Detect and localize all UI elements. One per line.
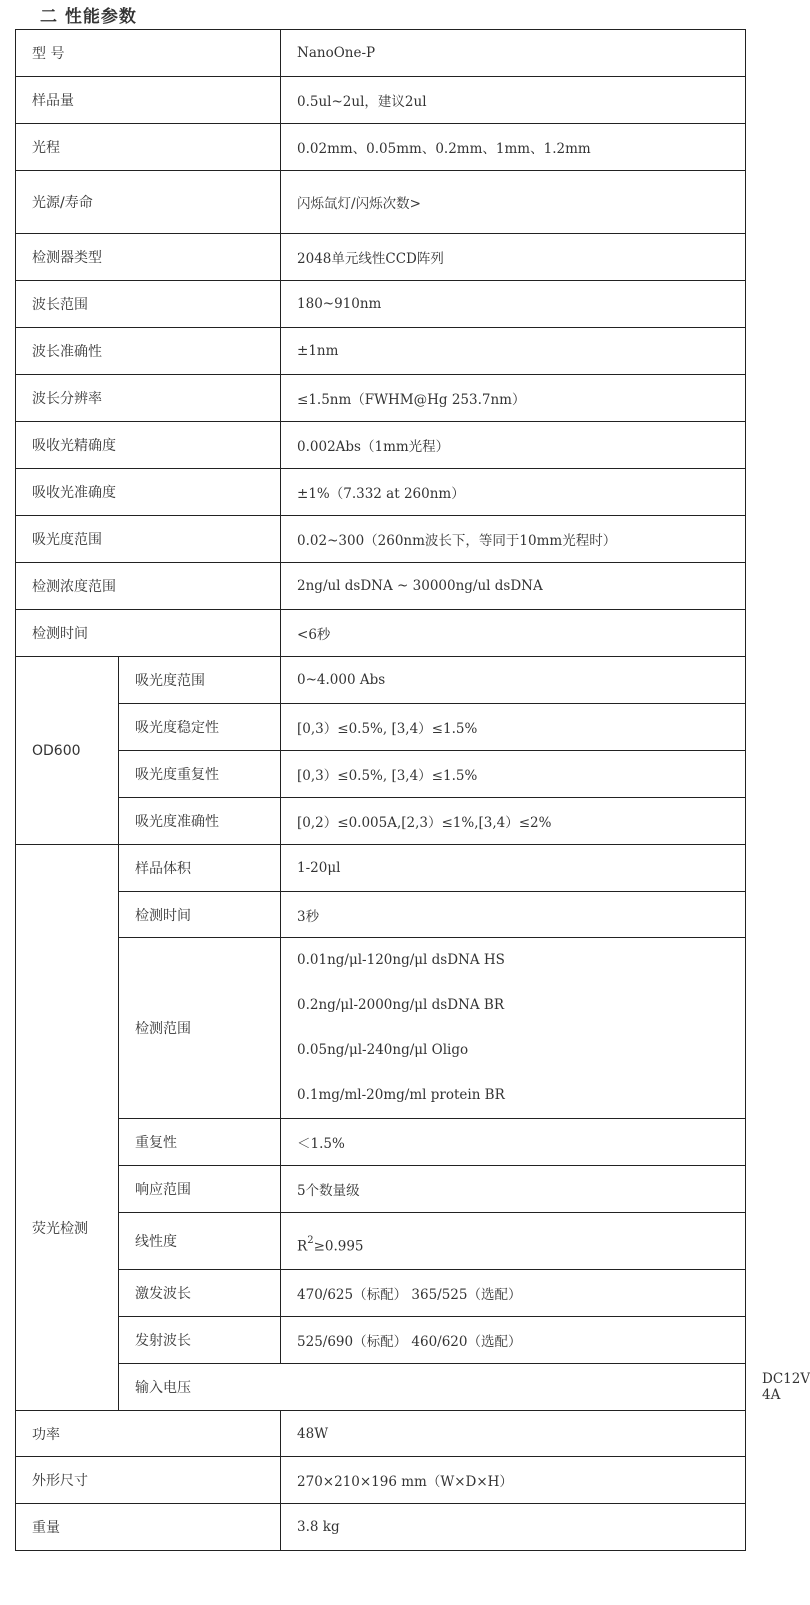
od600-item-label: 吸光度范围 xyxy=(119,657,281,704)
fluor-det-time-value: 3秒 xyxy=(281,892,746,938)
wl-resolution-label: 波长分辨率 xyxy=(16,375,281,422)
fluor-det-time-label: 检测时间 xyxy=(119,892,281,938)
voltage-label: 输入电压 xyxy=(119,1364,746,1411)
fluor-linearity-label: 线性度 xyxy=(119,1213,281,1270)
table-row xyxy=(16,77,746,124)
abs-precision-value: 0.002Abs（1mm光程） xyxy=(281,422,746,469)
table-row xyxy=(16,845,746,892)
section-heading: 二 性能参数 xyxy=(40,7,137,27)
abs-range-value: 0.02~300（260nm波长下，等同于10mm光程时） xyxy=(281,516,746,563)
od600-item-label: 吸光度稳定性 xyxy=(119,704,281,751)
path-value: 0.02mm、0.05mm、0.2mm、1mm、1.2mm xyxy=(281,124,746,171)
table-row xyxy=(16,1270,746,1317)
table-row xyxy=(16,798,746,845)
wl-accuracy-value: ±1nm xyxy=(281,328,746,375)
wl-range-label: 波长范围 xyxy=(16,281,281,328)
table-row xyxy=(16,124,746,171)
table-row: 输入电压 DC12V 4A xyxy=(16,1364,746,1411)
power-value: 48W xyxy=(281,1411,746,1457)
detector-value: 2048单元线性CCD阵列 xyxy=(281,234,746,281)
conc-range-value: 2ng/ul dsDNA ~ 30000ng/ul dsDNA xyxy=(281,563,746,610)
detector-label: 检测器类型 xyxy=(16,234,281,281)
table-row xyxy=(16,30,746,77)
wl-range-value: 180~910nm xyxy=(281,281,746,328)
table-row xyxy=(16,704,746,751)
table-row xyxy=(16,1411,746,1457)
od600-item-value: [0,3）≤0.5%, [3,4）≤1.5% xyxy=(281,751,746,798)
fluor-response-value: 5个数量级 xyxy=(281,1166,746,1213)
range-line: 0.2ng/μl-2000ng/μl dsDNA BR xyxy=(297,997,504,1013)
fluor-group-label: 荧光检测 xyxy=(16,845,119,1411)
table-row xyxy=(16,1166,746,1213)
weight-label: 重量 xyxy=(16,1504,281,1551)
fluor-repeat-label: 重复性 xyxy=(119,1119,281,1166)
od600-item-value: [0,2）≤0.005A,[2,3）≤1%,[3,4）≤2% xyxy=(281,798,746,845)
fluor-sample-volume-label: 样品体积 xyxy=(119,845,281,892)
abs-accuracy-value: ±1%（7.332 at 260nm） xyxy=(281,469,746,516)
od600-item-value: 0~4.000 Abs xyxy=(281,657,746,704)
range-line: 0.01ng/μl-120ng/μl dsDNA HS xyxy=(297,952,505,968)
table-row xyxy=(16,516,746,563)
spec-table xyxy=(15,29,810,1551)
fluor-sample-volume-value: 1-20μl xyxy=(281,845,746,892)
table-row xyxy=(16,1213,746,1270)
table-row xyxy=(16,1317,746,1364)
path-label: 光程 xyxy=(16,124,281,171)
range-line: 0.05ng/μl-240ng/μl Oligo xyxy=(297,1042,469,1058)
table-row xyxy=(16,892,746,938)
od600-item-value: [0,3）≤0.5%, [3,4）≤1.5% xyxy=(281,704,746,751)
conc-range-label: 检测浓度范围 xyxy=(16,563,281,610)
model-value: NanoOne-P xyxy=(281,30,746,77)
weight-value: 3.8 kg xyxy=(281,1504,746,1551)
r-symbol: R xyxy=(297,1238,308,1255)
table-row xyxy=(16,469,746,516)
wl-resolution-value: ≤1.5nm（FWHM@Hg 253.7nm） xyxy=(281,375,746,422)
table-row xyxy=(16,563,746,610)
lamp-label: 光源/寿命 xyxy=(16,171,281,234)
sample-value: 0.5ul~2ul，建议2ul xyxy=(281,77,746,124)
fluor-emission-label: 发射波长 xyxy=(119,1317,281,1364)
abs-precision-label: 吸收光精确度 xyxy=(16,422,281,469)
fluor-excitation-value: 470/625（标配） 365/525（选配） xyxy=(281,1270,746,1317)
fluor-det-range-label: 检测范围 xyxy=(119,938,281,1119)
table-row xyxy=(16,1504,746,1551)
det-time-value: <6秒 xyxy=(281,610,746,657)
linearity-number: ≥0.995 xyxy=(313,1238,364,1255)
power-label: 功率 xyxy=(16,1411,281,1457)
range-line: 0.1mg/ml-20mg/ml protein BR xyxy=(297,1087,505,1103)
fluor-det-range-value xyxy=(281,938,746,1119)
table-row xyxy=(16,328,746,375)
fluor-linearity-value xyxy=(281,1213,746,1270)
od600-item-label: 吸光度重复性 xyxy=(119,751,281,798)
table-row xyxy=(16,281,746,328)
fluor-response-label: 响应范围 xyxy=(119,1166,281,1213)
table-row xyxy=(16,657,746,704)
fluor-repeat-value: ＜1.5% xyxy=(281,1119,746,1166)
det-time-label: 检测时间 xyxy=(16,610,281,657)
table-row xyxy=(16,1457,746,1504)
table-row xyxy=(16,610,746,657)
fluor-emission-value: 525/690（标配） 460/620（选配） xyxy=(281,1317,746,1364)
model-label: 型 号 xyxy=(16,30,281,77)
abs-accuracy-label: 吸收光准确度 xyxy=(16,469,281,516)
wl-accuracy-label: 波长准确性 xyxy=(16,328,281,375)
table-row xyxy=(16,1119,746,1166)
size-value: 270×210×196 mm（W×D×H） xyxy=(281,1457,746,1504)
table-row xyxy=(16,375,746,422)
table-row xyxy=(16,171,746,234)
table-row xyxy=(16,751,746,798)
fluor-excitation-label: 激发波长 xyxy=(119,1270,281,1317)
size-label: 外形尺寸 xyxy=(16,1457,281,1504)
abs-range-label: 吸光度范围 xyxy=(16,516,281,563)
od600-item-label: 吸光度准确性 xyxy=(119,798,281,845)
table-row xyxy=(16,422,746,469)
table-row xyxy=(16,234,746,281)
od600-group-label: OD600 xyxy=(16,657,119,845)
lamp-value: 闪烁氙灯/闪烁次数> xyxy=(281,171,746,234)
sample-label: 样品量 xyxy=(16,77,281,124)
table-row xyxy=(16,938,746,1119)
r-exponent: 2 xyxy=(307,1235,314,1247)
